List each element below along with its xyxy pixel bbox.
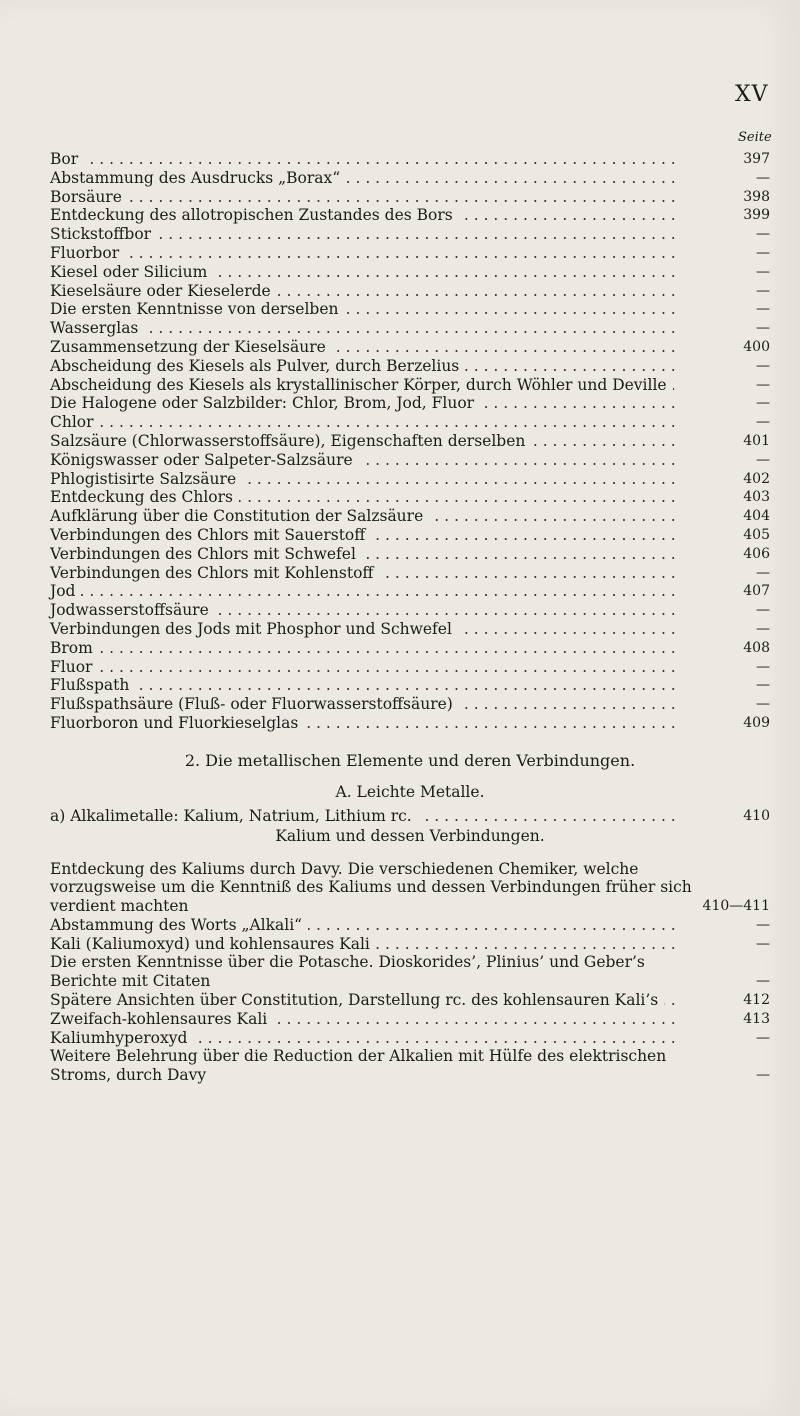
toc-entry-page: — (718, 300, 770, 319)
toc-entry (50, 714, 770, 733)
toc-entry-text: Abstammung des Ausdrucks „Borax“ (50, 169, 346, 188)
toc-entry-page: — (718, 244, 770, 263)
toc-entry (50, 991, 770, 1010)
toc-entry (50, 319, 770, 338)
toc-entry-text: Kaliumhyperoxyd (50, 1029, 193, 1048)
toc-entry (50, 488, 770, 507)
toc-entry-page: — (718, 695, 770, 714)
toc-entry-page: 397 (718, 150, 770, 169)
toc-entry (50, 564, 770, 583)
toc-entry-page: — (718, 357, 770, 376)
toc-entry (50, 620, 770, 639)
toc-entry (50, 376, 770, 395)
toc-paragraph-text: Weitere Belehrung über die Reduction der Alkalien mit Hülfe des elektrischen Stroms, durch Davy (50, 1047, 667, 1085)
section-heading: 2. Die metallischen Elemente und deren Verbindungen. (184, 750, 636, 770)
toc-paragraph-text: Die ersten Kenntnisse über die Potasche. Dioskorides’, Plinius’ und Geber’s Berichte mit Citaten (50, 953, 645, 991)
toc-entry-page: 398 (718, 188, 770, 207)
toc-entry-page: 401 (718, 432, 770, 451)
leader-dots (50, 639, 718, 658)
toc-entry (50, 639, 770, 658)
toc-entry (50, 601, 770, 620)
toc-entry-text: Verbindungen des Jods mit Phosphor und Schwefel (50, 620, 458, 639)
toc-entry (50, 432, 770, 451)
toc-entry-page: 413 (718, 1010, 770, 1029)
toc-entry-text: Flußspath (50, 676, 135, 695)
toc-entry-text: Stickstoffbor (50, 225, 157, 244)
toc-entry-page: — (718, 394, 770, 413)
leader-dots (50, 188, 718, 207)
toc-entry-text: Kieselsäure oder Kieselerde (50, 282, 277, 301)
toc-paragraph (50, 1047, 770, 1085)
toc-entry-text: Abstammung des Worts „Alkali“ (50, 916, 308, 935)
toc-entry (50, 935, 770, 954)
toc-entry-page: — (718, 601, 770, 620)
leader-dots (50, 319, 718, 338)
toc-entry-page: 402 (718, 470, 770, 489)
toc-entry-page: — (718, 225, 770, 244)
leader-dots (50, 676, 718, 695)
toc-entry-page: — (718, 620, 770, 639)
toc-entry (50, 394, 770, 413)
toc-entry (50, 658, 770, 677)
toc-entry-page: 404 (718, 507, 770, 526)
toc-entry (50, 282, 770, 301)
page-roman-numeral: XV (735, 82, 769, 107)
toc-entry (50, 451, 770, 470)
toc-entry-text: Fluorboron und Fluorkieselglas (50, 714, 304, 733)
toc-entry-text: Verbindungen des Chlors mit Schwefel (50, 545, 362, 564)
toc-entry-page: 407 (718, 582, 770, 601)
toc-entry-text: Wasserglas (50, 319, 144, 338)
toc-group-kali-more (50, 991, 770, 1047)
leader-dots (50, 244, 718, 263)
toc-entry-text: Salzsäure (Chlorwasserstoffsäure), Eigenschaften derselben (50, 432, 531, 451)
toc-entry (50, 263, 770, 282)
toc-entry (50, 357, 770, 376)
toc-entry-page: 412 (718, 991, 770, 1010)
toc-entry-page: — (718, 564, 770, 583)
toc-entry-text: Königswasser oder Salpeter-Salzsäure (50, 451, 359, 470)
toc-entry-text: Entdeckung des allotropischen Zustandes des Bors (50, 206, 459, 225)
leader-dots (50, 150, 718, 169)
toc-entry-text: Flußspathsäure (Fluß- oder Fluorwasserstoffsäure) (50, 695, 459, 714)
toc-entry-page: 410—411 (702, 898, 770, 915)
toc-entry (50, 916, 770, 935)
toc-entry (50, 676, 770, 695)
toc-entry (50, 582, 770, 601)
toc-entry-page: — (718, 676, 770, 695)
toc-group-nonmetals (50, 150, 770, 733)
toc-entry-page: 405 (718, 526, 770, 545)
table-of-contents (50, 150, 770, 1085)
toc-entry-page: — (718, 1029, 770, 1048)
subsection-heading: Kalium und dessen Verbindungen. (275, 826, 545, 845)
toc-entry (50, 1029, 770, 1048)
toc-entry-text: Kali (Kaliumoxyd) und kohlensaures Kali (50, 935, 376, 954)
toc-entry (50, 169, 770, 188)
toc-entry-page: 410 (718, 807, 770, 826)
toc-entry (50, 206, 770, 225)
leader-dots (50, 658, 718, 677)
toc-entry (50, 188, 770, 207)
toc-entry-text: Brom (50, 639, 99, 658)
toc-entry-text: Phlogistisirte Salzsäure (50, 470, 242, 489)
toc-entry-text: Verbindungen des Chlors mit Sauerstoff (50, 526, 371, 545)
toc-entry (50, 545, 770, 564)
toc-entry (50, 300, 770, 319)
toc-entry-page: — (756, 1067, 770, 1084)
toc-entry-page: 400 (718, 338, 770, 357)
toc-entry-text: Die Halogene oder Salzbilder: Chlor, Brom, Jod, Fluor (50, 394, 480, 413)
toc-entry-text: Fluor (50, 658, 98, 677)
toc-entry (50, 150, 770, 169)
toc-entry-text: a) Alkalimetalle: Kalium, Natrium, Lithium rc. (50, 807, 418, 826)
toc-entry-page: — (718, 263, 770, 282)
toc-entry-page: — (718, 658, 770, 677)
toc-entry-text: Aufklärung über die Constitution der Salzsäure (50, 507, 429, 526)
toc-entry (50, 338, 770, 357)
toc-entry-page: 399 (718, 206, 770, 225)
toc-entry-page: — (718, 282, 770, 301)
toc-entry-page: — (718, 451, 770, 470)
toc-entry-text: Abscheidung des Kiesels als Pulver, durch Berzelius (50, 357, 465, 376)
toc-entry-page: — (756, 973, 770, 990)
toc-entry-page: 409 (718, 714, 770, 733)
toc-entry (50, 507, 770, 526)
toc-entry-text: Bor (50, 150, 84, 169)
page-column-label: Seite (738, 130, 772, 145)
toc-entry (50, 470, 770, 489)
toc-entry (50, 244, 770, 263)
toc-entry-page: 403 (718, 488, 770, 507)
toc-entry (50, 526, 770, 545)
toc-entry (50, 695, 770, 714)
toc-entry-text: Verbindungen des Chlors mit Kohlenstoff (50, 564, 379, 583)
toc-entry-text: Die ersten Kenntnisse von derselben (50, 300, 344, 319)
leader-dots (50, 582, 718, 601)
toc-entry-page: — (718, 319, 770, 338)
toc-entry (50, 1010, 770, 1029)
toc-entry-text: Chlor (50, 413, 100, 432)
toc-entry-page: 408 (718, 639, 770, 658)
toc-entry-page: 406 (718, 545, 770, 564)
toc-entry-text: Borsäure (50, 188, 128, 207)
toc-paragraph (50, 860, 770, 916)
toc-entry-text: Kiesel oder Silicium (50, 263, 213, 282)
toc-paragraph-text: Entdeckung des Kaliums durch Davy. Die verschiedenen Chemiker, welche vorzugsweise um die Kenntniß des Kaliums und dessen Verbindungen früher sich verdient machten (50, 859, 692, 916)
toc-group-kali (50, 916, 770, 954)
leader-dots (50, 413, 718, 432)
toc-entry-page: — (718, 169, 770, 188)
toc-entry (50, 413, 770, 432)
toc-entry-text: Zusammensetzung der Kieselsäure (50, 338, 332, 357)
toc-entry (50, 225, 770, 244)
toc-paragraph (50, 953, 770, 991)
toc-entry-page: — (718, 376, 770, 395)
toc-entry-text: Fluorbor (50, 244, 125, 263)
toc-entry-text: Spätere Ansichten über Constitution, Darstellung rc. des kohlensauren Kali’s (50, 991, 664, 1010)
toc-entry-text: Entdeckung des Chlors (50, 488, 239, 507)
toc-entry-page: — (718, 916, 770, 935)
toc-entry-page: — (718, 935, 770, 954)
toc-entry-text: Abscheidung des Kiesels als krystallinischer Körper, durch Wöhler und Deville (50, 376, 673, 395)
toc-entry (50, 807, 770, 826)
toc-entry-page: — (718, 413, 770, 432)
toc-entry-text: Zweifach-kohlensaures Kali (50, 1010, 273, 1029)
toc-entry-text: Jod (50, 582, 81, 601)
section-subheading: A. Leichte Metalle. (335, 782, 485, 801)
toc-entry-text: Jodwasserstoffsäure (50, 601, 215, 620)
